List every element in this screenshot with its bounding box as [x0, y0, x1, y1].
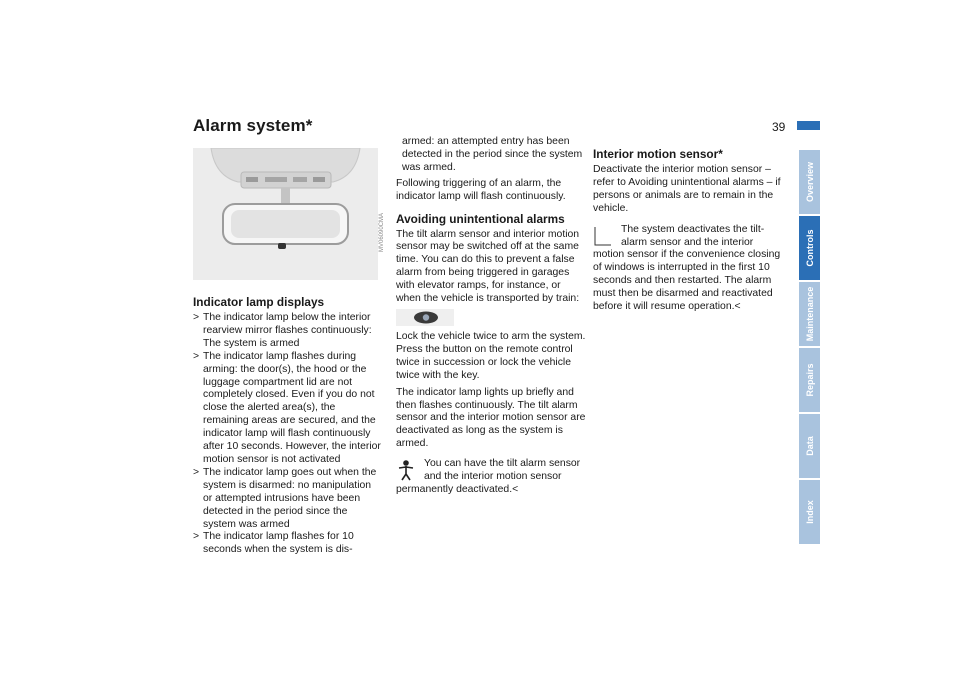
tab-data[interactable] [799, 414, 820, 478]
end-mark: < [734, 301, 741, 313]
paragraph: Lock the vehicle twice to arm the system. Press the button on the remote control twice in succession or lock the vehicle twice with the key. [396, 330, 586, 381]
indicator-lamp-heading: Indicator lamp displays [193, 295, 325, 309]
indicator-lamp-list [193, 312, 383, 557]
column-3 [593, 147, 785, 314]
list-item: > The indicator lamp flashes for 10 seconds when the system is dis- [193, 531, 383, 557]
paragraph: Deactivate the interior motion sensor – refer to Avoiding unintentional alarms – if persons or animals are to remain in the vehicle. [593, 164, 781, 214]
paragraph: The tilt alarm sensor and interior motion sensor may be switched off at the same time. You can do this to prevent a false alarm from being triggered in garages with elevator ramps, for instance, or when the vehicle is transported by train: [396, 228, 580, 305]
tab-controls[interactable] [799, 216, 820, 280]
tab-overview[interactable] [799, 150, 820, 214]
avoiding-alarms-heading: Avoiding unintentional alarms [396, 211, 565, 226]
list-item: > The indicator lamp goes out when the system is disarmed: no manipulation or attempted intrusions have been detected in the period since the system was armed [193, 467, 383, 532]
page-number: 39 [772, 120, 786, 134]
rearview-mirror-figure [193, 148, 378, 280]
end-mark: < [512, 483, 519, 495]
column-1 [193, 295, 383, 557]
tab-index[interactable] [799, 480, 820, 544]
page-number-bar [797, 121, 820, 130]
column-2 [396, 136, 586, 497]
person-icon [396, 459, 416, 481]
tab-data-label: Data [804, 436, 815, 456]
tab-maintenance[interactable] [799, 282, 820, 346]
paragraph: Following triggering of an alarm, the indicator lamp will flash continuously. [396, 177, 566, 202]
tab-controls-label: Controls [804, 229, 815, 267]
tab-repairs-label: Repairs [804, 363, 815, 397]
interior-motion-sensor-heading: Interior motion sensor* [593, 147, 723, 161]
continuation-text: armed: an attempted entry has been detected in the period since the system was armed. [402, 136, 583, 173]
tab-index-label: Index [804, 500, 815, 524]
tab-overview-label: Overview [804, 161, 815, 203]
note-block [396, 458, 586, 497]
tab-repairs[interactable] [799, 348, 820, 412]
remote-key-icon [396, 309, 454, 326]
paragraph: The indicator lamp lights up briefly and then flashes continuously. The tilt alarm sensor and the interior motion sensor are deactivated as long as the system is armed. [396, 386, 586, 450]
tab-maintenance-label: Maintenance [804, 286, 815, 342]
note-corner-icon [593, 225, 613, 247]
page-title: Alarm system* [193, 116, 313, 135]
list-item: > The indicator lamp below the interior rearview mirror flashes continuously: The system is armed [193, 312, 383, 351]
note-text: The system deactivates the tilt-alarm sensor and the interior motion sensor if the convenience closing of windows is interrupted in the first 10 seconds and then restarted. The alarm must then be disarmed and reactivated before it will resume operation.< [593, 223, 781, 313]
figure-code: MV06090CMA [379, 212, 385, 252]
note-text: You can have the tilt alarm sensor and the interior motion sensor permanently deactivated.< [396, 458, 581, 495]
note-block [593, 224, 785, 314]
list-item: > The indicator lamp flashes during arming: the door(s), the hood or the luggage compartment lid are not completely closed. Even if you do not close the alerted area(s), the remaining areas are secured, and the indicator lamp will flash continuously after 10 seconds. However, the interior motion sensor is not activated [193, 351, 383, 467]
